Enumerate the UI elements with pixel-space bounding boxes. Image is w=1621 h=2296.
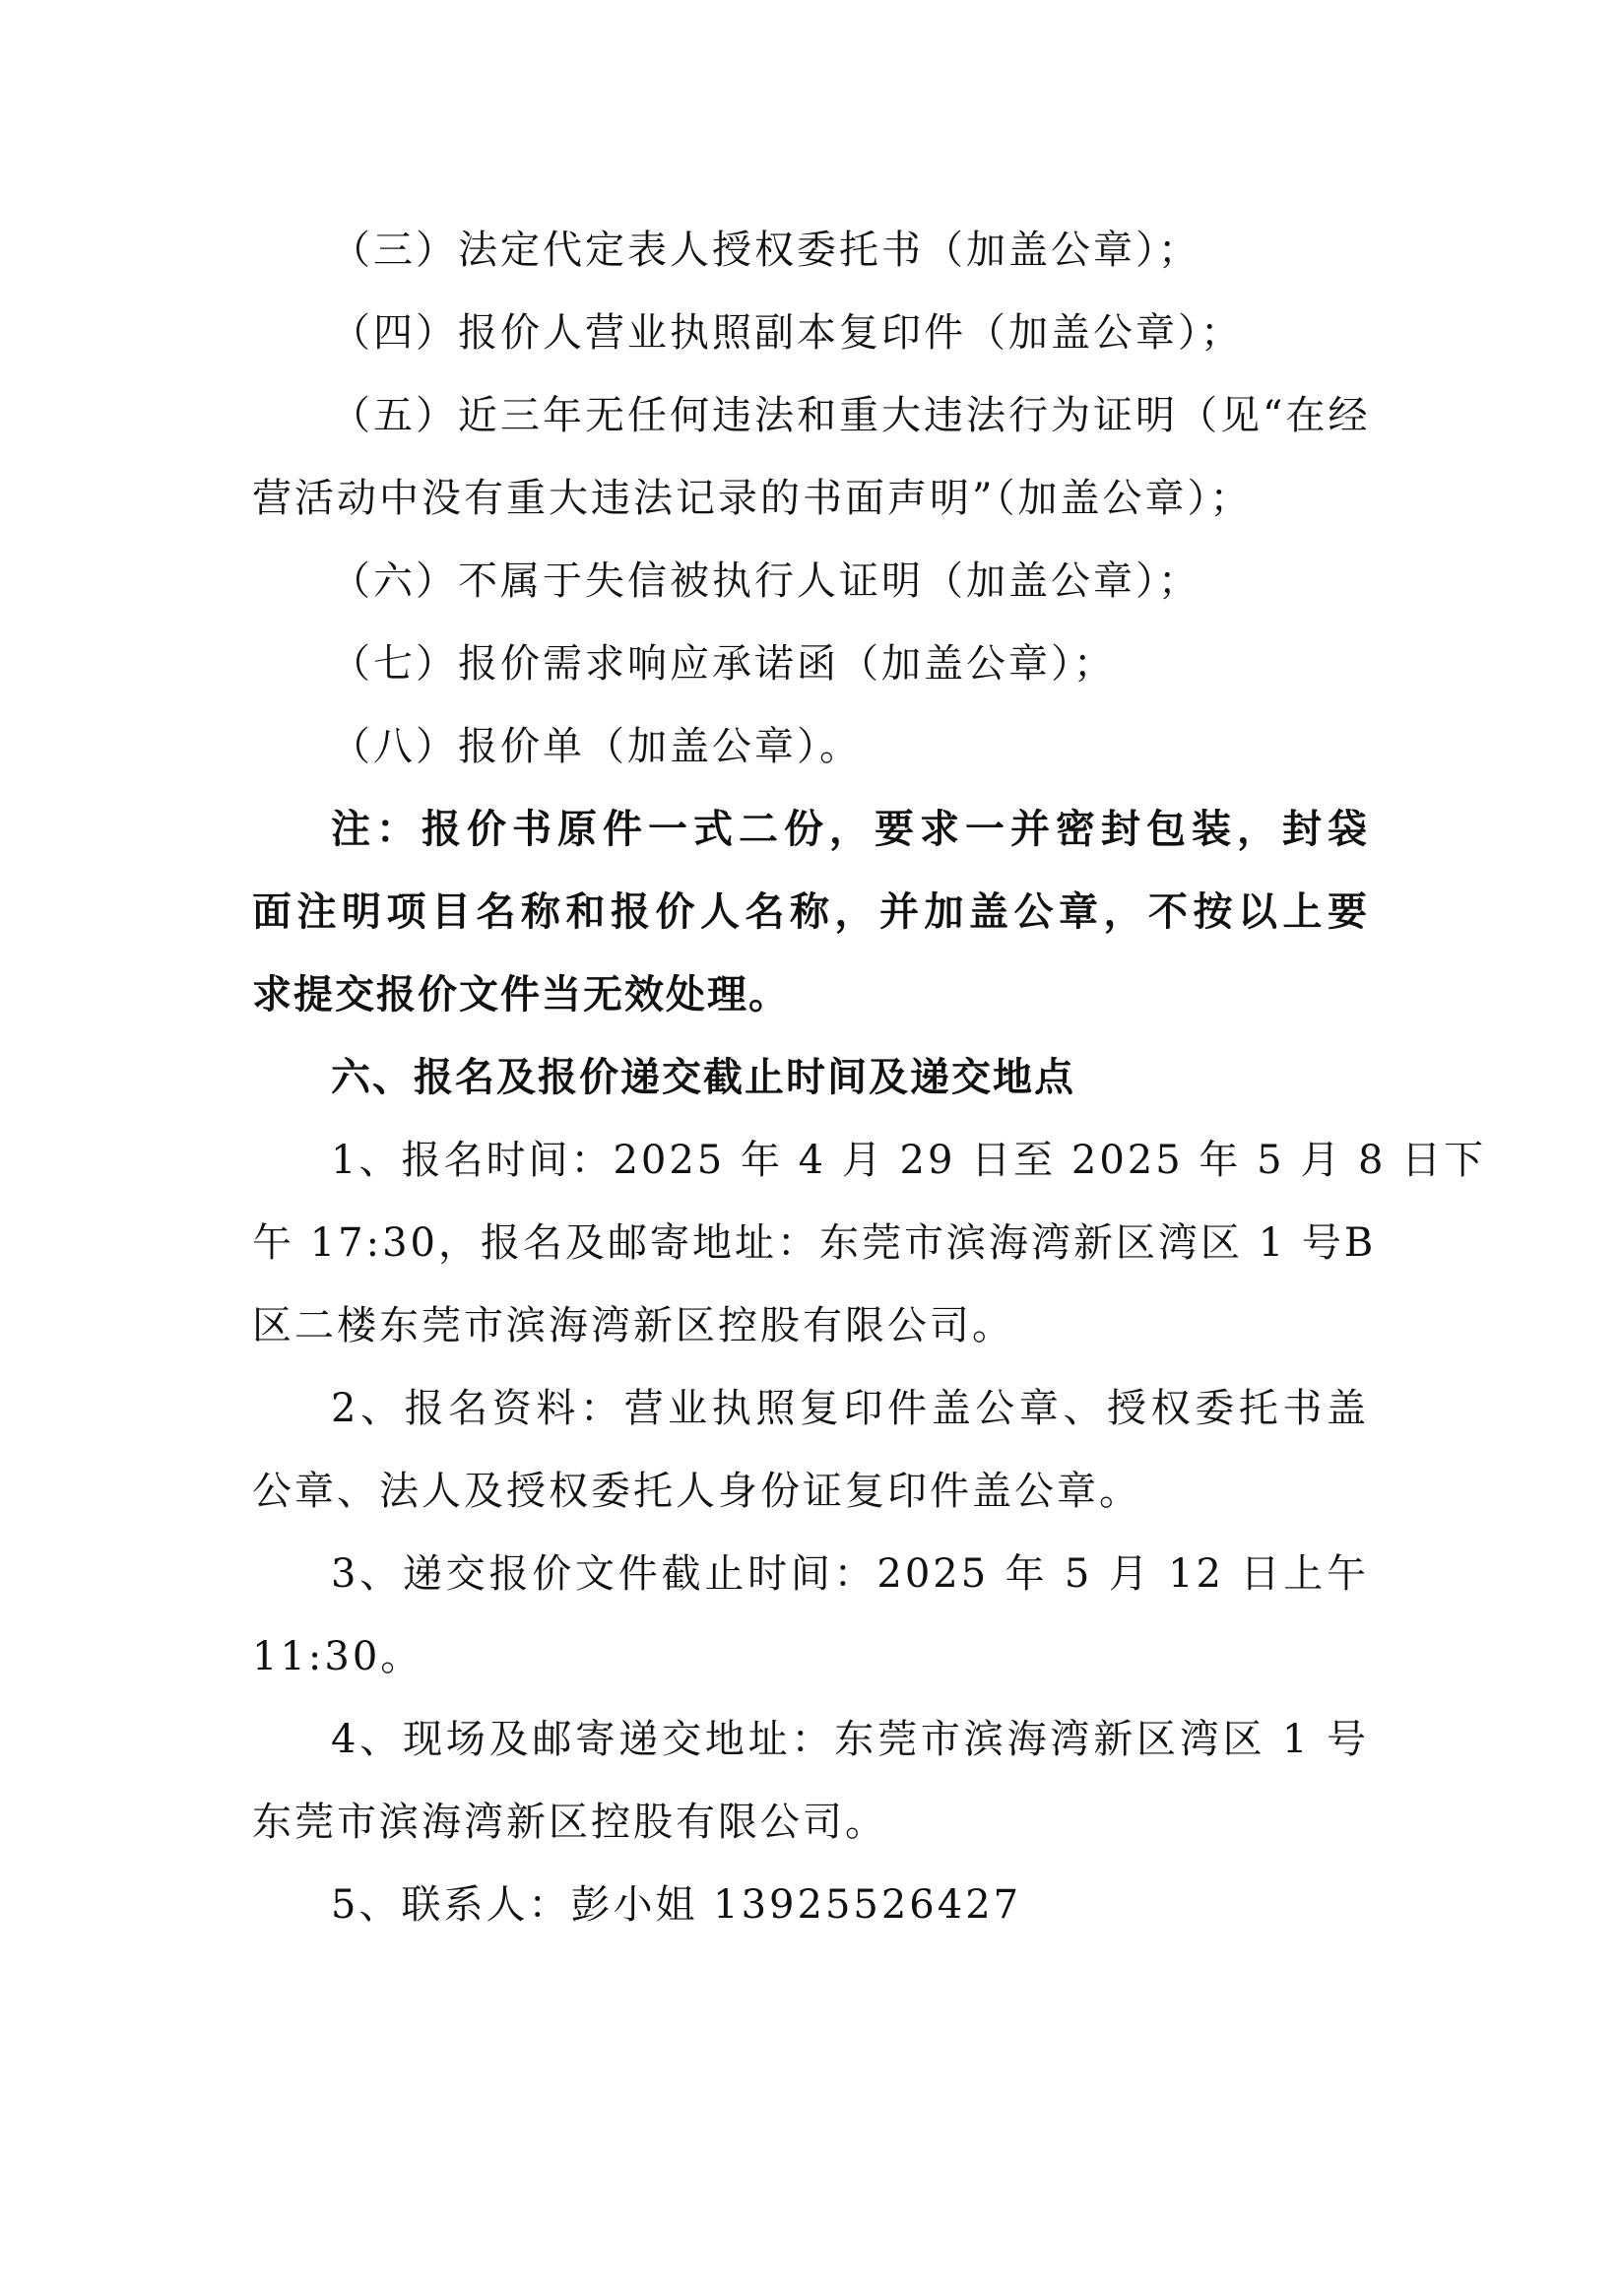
section-6-p1-line-1: 1、报名时间：2025 年 4 月 29 日至 2025 年 5 月 8 日下 xyxy=(331,1138,1487,1183)
section-6-p4-line-2: 东莞市滨海湾新区控股有限公司。 xyxy=(252,1800,887,1845)
note-line-1: 注：报价书原件一式二份，要求一并密封包装，封袋 xyxy=(331,807,1369,852)
section-6-p1-line-3: 区二楼东莞市滨海湾新区控股有限公司。 xyxy=(252,1303,1014,1348)
section-6-p3-line-1: 3、递交报价文件截止时间：2025 年 5 月 12 日上午 xyxy=(331,1551,1369,1597)
item-5-line-1: （五）近三年无任何违法和重大违法行为证明（见“在经 xyxy=(331,393,1371,438)
note-line-3: 求提交报价文件当无效处理。 xyxy=(252,972,790,1017)
section-6-p5-line-1: 5、联系人：彭小姐 13925526427 xyxy=(331,1882,1022,1928)
item-4: （四）报价人营业执照副本复印件（加盖公章）； xyxy=(331,310,1243,356)
item-5-line-2: 营活动中没有重大违法记录的书面声明”（加盖公章）； xyxy=(252,476,1253,521)
note-line-2: 面注明项目名称和报价人名称，并加盖公章，不按以上要 xyxy=(252,889,1369,935)
item-7: （七）报价需求响应承诺函（加盖公章）； xyxy=(331,641,1116,687)
item-6: （六）不属于失信被执行人证明（加盖公章）； xyxy=(331,558,1200,604)
item-3: （三）法定代定表人授权委托书（加盖公章）； xyxy=(331,228,1200,273)
section-6-p1-line-2: 午 17:30，报名及邮寄地址：东莞市滨海湾新区湾区 1 号B xyxy=(252,1220,1377,1266)
section-6-p4-line-1: 4、现场及邮寄递交地址：东莞市滨海湾新区湾区 1 号 xyxy=(331,1717,1369,1762)
section-6-p2-line-2: 公章、法人及授权委托人身份证复印件盖公章。 xyxy=(252,1469,1141,1514)
section-6-p2-line-1: 2、报名资料：营业执照复印件盖公章、授权委托书盖 xyxy=(331,1386,1369,1431)
item-8: （八）报价单（加盖公章）。 xyxy=(331,724,862,769)
section-6-heading: 六、报名及报价递交截止时间及递交地点 xyxy=(331,1055,1075,1100)
section-6-p3-line-2: 11:30。 xyxy=(252,1634,423,1679)
